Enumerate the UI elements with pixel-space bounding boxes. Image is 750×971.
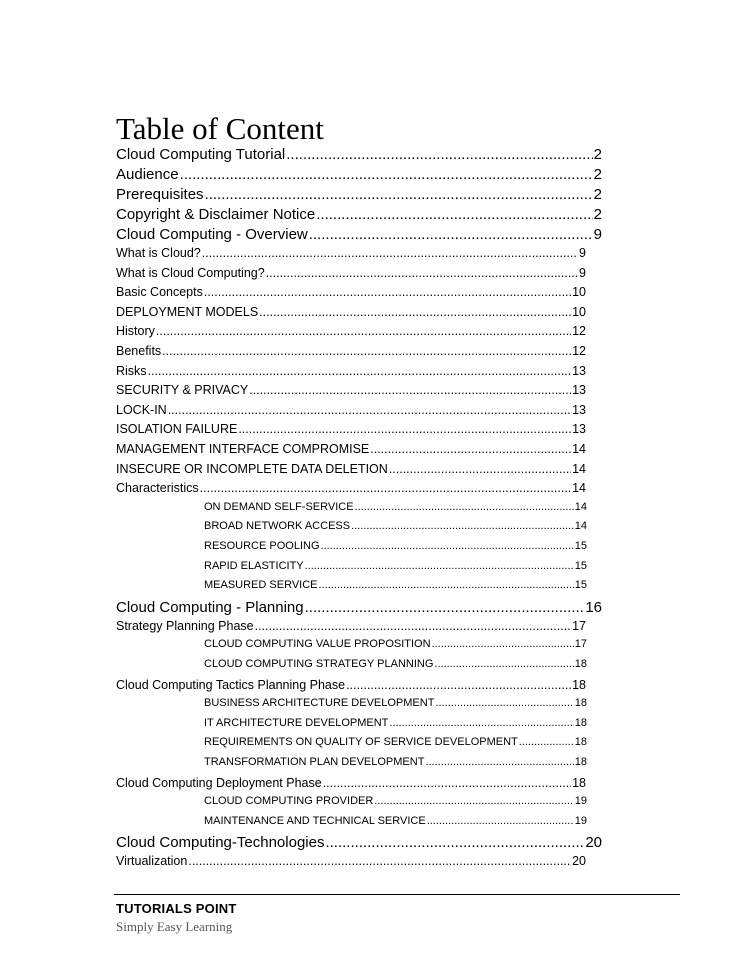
toc-entry-page: 18 (574, 756, 587, 768)
toc-entry-label: Audience (116, 166, 179, 183)
dot-leader (316, 206, 592, 223)
dot-leader (156, 324, 571, 338)
dot-leader (427, 815, 574, 827)
toc-entry[interactable] (116, 206, 602, 223)
toc-entry[interactable] (116, 422, 586, 436)
toc-entry[interactable] (204, 638, 587, 650)
footer-tagline: Simply Easy Learning (116, 919, 233, 934)
dot-leader (325, 834, 584, 851)
dot-leader (374, 795, 573, 807)
toc-entry[interactable] (204, 736, 587, 748)
dot-leader (162, 344, 571, 358)
toc-entry-label: INSECURE OR INCOMPLETE DATA DELETION (116, 461, 388, 476)
toc-entry[interactable] (116, 481, 586, 495)
dot-leader (435, 697, 573, 709)
dot-leader (200, 481, 571, 495)
toc-entry-label: ISOLATION FAILURE (116, 422, 238, 437)
toc-entry[interactable] (204, 756, 587, 768)
toc-entry-label: Benefits (116, 344, 162, 358)
toc-entry-page: 12 (572, 324, 586, 339)
toc-entry-page: 9 (593, 226, 602, 243)
dot-leader (389, 717, 573, 729)
dot-leader (168, 403, 571, 417)
toc-entry-label: Cloud Computing - Planning (116, 598, 304, 616)
dot-leader (389, 462, 571, 476)
toc-entry-label: REQUIREMENTS ON QUALITY OF SERVICE DEVELOPMENT (204, 736, 518, 749)
dot-leader (355, 501, 574, 513)
toc-entry-page: 14 (572, 442, 586, 456)
toc-entry-label: SECURITY & PRIVACY (116, 383, 249, 398)
toc-entry-label: IT ARCHITECTURE DEVELOPMENT (204, 716, 389, 729)
toc-entry-page: 18 (574, 716, 587, 729)
toc-entry-page: 13 (572, 422, 586, 437)
toc-entry-page: 10 (572, 304, 586, 319)
toc-entry-label: BUSINESS ARCHITECTURE DEVELOPMENT (204, 697, 435, 710)
toc-entry-page: 20 (572, 854, 586, 869)
toc-entry-label: Virtualization (116, 854, 188, 869)
toc-entry[interactable] (204, 579, 587, 591)
toc-entry[interactable] (116, 462, 586, 476)
toc-entry[interactable] (116, 266, 586, 280)
dot-leader (370, 442, 571, 456)
dot-leader (188, 854, 571, 868)
toc-entry-label: LOCK-IN (116, 402, 167, 417)
dot-leader (346, 678, 571, 692)
toc-entry[interactable] (116, 146, 602, 163)
dot-leader (519, 736, 574, 748)
toc-entry-label: Strategy Planning Phase (116, 618, 254, 633)
toc-entry-label: CLOUD COMPUTING VALUE PROPOSITION (204, 638, 431, 651)
toc-entry[interactable] (204, 501, 587, 513)
toc-entry[interactable] (204, 697, 587, 709)
toc-entry-page: 13 (572, 383, 586, 398)
dot-leader (202, 246, 578, 260)
toc-entry[interactable] (116, 364, 586, 378)
toc-entry-page: 14 (572, 461, 586, 476)
toc-entry-page: 17 (574, 638, 587, 651)
dot-leader (204, 285, 571, 299)
toc-entry-label: RAPID ELASTICITY (204, 559, 304, 572)
toc-entry-page: 15 (574, 559, 587, 572)
toc-entry[interactable] (116, 834, 602, 851)
toc-entry-page: 15 (574, 579, 587, 592)
toc-entry-label: History (116, 324, 155, 339)
toc-entry[interactable] (116, 344, 586, 358)
toc-entry-label: RESOURCE POOLING (204, 540, 320, 552)
toc-entry-label: Cloud Computing - Overview (116, 226, 308, 243)
toc-entry-page: 9 (579, 265, 586, 280)
toc-entry-label: Characteristics (116, 481, 199, 496)
toc-entry[interactable] (116, 403, 586, 417)
dot-leader (286, 146, 592, 163)
dot-leader (319, 579, 574, 591)
dot-leader (180, 166, 593, 183)
toc-entry-label: What is Cloud? (116, 246, 201, 260)
toc-entry[interactable] (116, 186, 602, 203)
dot-leader (321, 540, 574, 552)
toc-entry-page: 15 (574, 540, 587, 552)
toc-entry-page: 2 (593, 206, 602, 223)
toc-entry-label: TRANSFORMATION PLAN DEVELOPMENT (204, 756, 425, 768)
dot-leader (148, 364, 572, 378)
toc-entry-label: Cloud Computing-Technologies (116, 834, 325, 852)
toc-entry-label: Copyright & Disclaimer Notice (116, 206, 316, 223)
toc-entry-page: 18 (574, 697, 587, 710)
dot-leader (425, 756, 573, 768)
toc-entry[interactable] (116, 619, 586, 633)
dot-leader (205, 186, 593, 203)
toc-entry-page: 20 (585, 834, 602, 852)
toc-entry-page: 2 (593, 146, 602, 163)
toc-entry[interactable] (116, 854, 586, 868)
toc-entry[interactable] (204, 795, 587, 807)
dot-leader (351, 520, 574, 532)
toc-entry[interactable] (116, 383, 586, 397)
toc-entry-page: 18 (572, 775, 586, 790)
toc-entry[interactable] (204, 717, 587, 729)
toc-entry-page: 13 (572, 363, 586, 378)
dot-leader (238, 422, 571, 436)
toc-entry-page: 18 (572, 677, 586, 692)
toc-entry-label: Cloud Computing Deployment Phase (116, 775, 322, 790)
toc-entry-page: 17 (572, 618, 586, 633)
toc-entry[interactable] (116, 305, 586, 319)
toc-entry-page: 14 (574, 520, 587, 533)
toc-entry[interactable] (204, 815, 587, 827)
toc-entry[interactable] (204, 540, 587, 552)
footer-brand: TUTORIALS POINT (116, 901, 237, 916)
toc-entry-label: Prerequisites (116, 186, 204, 203)
toc-entry[interactable] (116, 226, 602, 243)
dot-leader (434, 658, 573, 670)
toc-entry-page: 14 (574, 500, 587, 513)
toc-entry-label: MEASURED SERVICE (204, 579, 318, 592)
dot-leader (323, 776, 571, 790)
dot-leader (266, 266, 578, 280)
toc-entry[interactable] (116, 776, 586, 790)
toc-entry[interactable] (116, 324, 586, 338)
toc-entry-label: Cloud Computing Tutorial (116, 146, 286, 163)
toc-entry-label: What is Cloud Computing? (116, 265, 265, 280)
toc-entry[interactable] (204, 560, 587, 572)
toc-entry-page: 19 (574, 795, 587, 808)
toc-entry-page: 12 (572, 344, 586, 358)
toc-entry-page: 16 (585, 598, 602, 616)
toc-entry-label: MANAGEMENT INTERFACE COMPROMISE (116, 442, 370, 456)
toc-entry[interactable] (116, 678, 586, 692)
toc-entry-label: Risks (116, 363, 147, 378)
toc-entry-label: MAINTENANCE AND TECHNICAL SERVICE (204, 814, 426, 827)
dot-leader (305, 560, 574, 572)
toc-entry-page: 14 (572, 481, 586, 496)
toc-entry-page: 18 (574, 736, 587, 749)
toc-entry-label: Cloud Computing Tactics Planning Phase (116, 677, 346, 692)
toc-entry-label: CLOUD COMPUTING PROVIDER (204, 795, 374, 808)
footer-divider (114, 894, 680, 895)
toc-entry[interactable] (116, 246, 586, 260)
toc-entry[interactable] (116, 599, 602, 616)
dot-leader (432, 638, 574, 650)
toc-entry-page: 2 (593, 166, 602, 183)
toc-entry[interactable] (204, 520, 587, 532)
dot-leader (259, 305, 571, 319)
toc-entry[interactable] (116, 285, 586, 299)
toc-entry[interactable] (116, 442, 586, 456)
toc-entry-page: 10 (572, 285, 586, 300)
toc-entry-label: ON DEMAND SELF-SERVICE (204, 500, 354, 513)
dot-leader (309, 226, 593, 243)
dot-leader (249, 383, 571, 397)
toc-entry-label: DEPLOYMENT MODELS (116, 304, 259, 319)
toc-entry-page: 18 (574, 658, 587, 670)
toc-entry-page: 9 (579, 246, 586, 260)
toc-entry-label: CLOUD COMPUTING STRATEGY PLANNING (204, 658, 434, 670)
toc-entry[interactable] (116, 166, 602, 183)
dot-leader (255, 619, 572, 633)
page-title: Table of Content (116, 111, 324, 146)
toc-entry-label: BROAD NETWORK ACCESS (204, 520, 351, 533)
toc-entry-page: 2 (593, 186, 602, 203)
toc-entry-page: 13 (572, 402, 586, 417)
toc-entry-label: Basic Concepts (116, 285, 203, 300)
toc-entry-page: 19 (574, 814, 587, 827)
dot-leader (305, 599, 585, 616)
toc-entry[interactable] (204, 658, 587, 670)
